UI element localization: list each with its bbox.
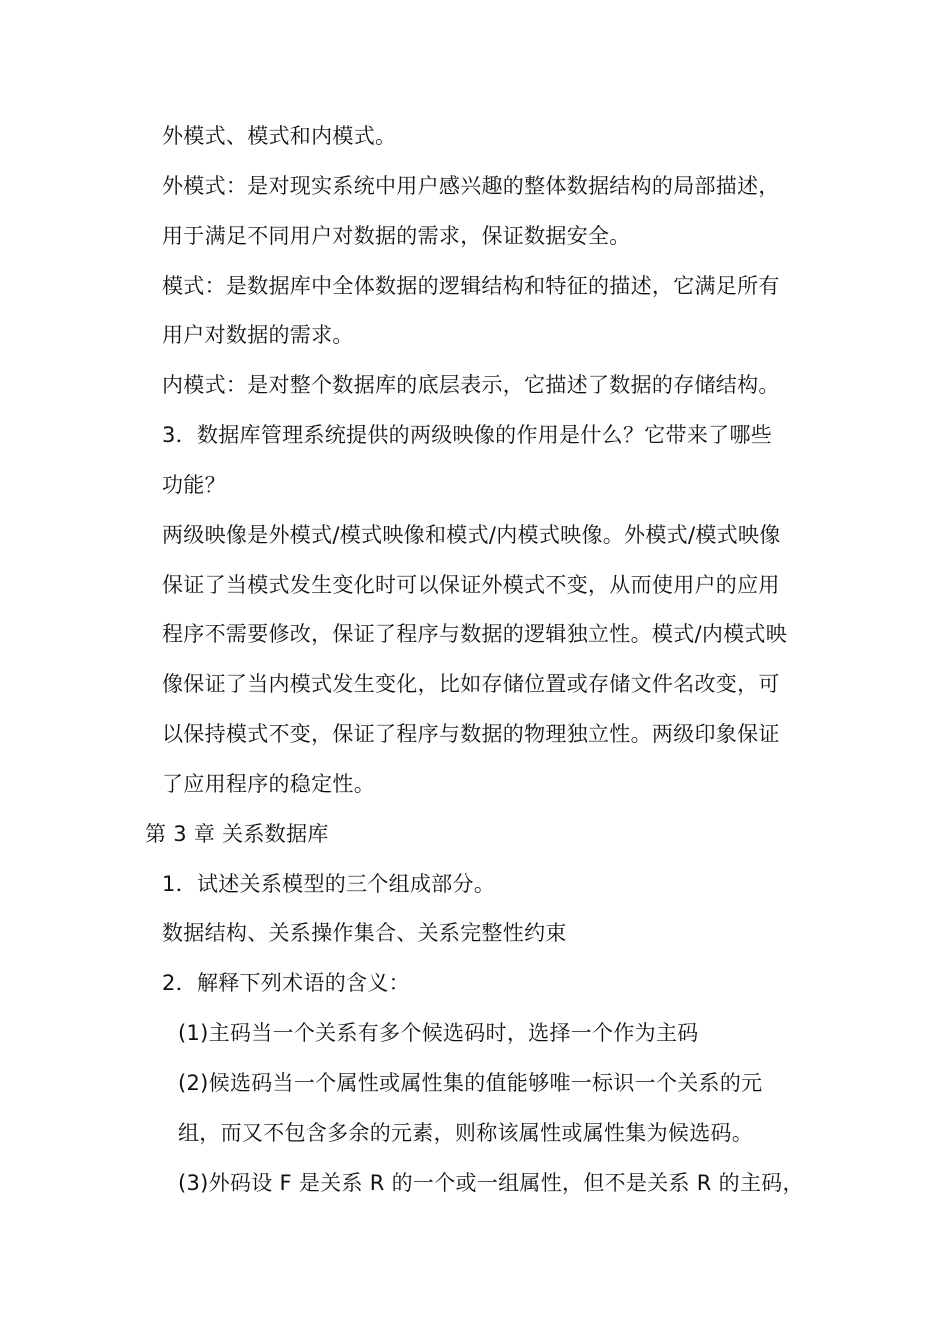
question-line: 3．数据库管理系统提供的两级映像的作用是什么？它带来了哪些	[162, 423, 773, 447]
text-line: 程序不需要修改，保证了程序与数据的逻辑独立性。模式/内模式映	[162, 622, 788, 646]
text-line: 了应用程序的稳定性。	[162, 772, 375, 796]
text-line: 像保证了当内模式发生变化，比如存储位置或存储文件名改变，可	[162, 672, 780, 696]
text-line: 数据结构、关系操作集合、关系完整性约束	[162, 921, 567, 945]
question-line: 功能？	[162, 473, 226, 497]
term-item: (3)外码设 F 是关系 R 的一个或一组属性，但不是关系 R 的主码，	[178, 1171, 804, 1195]
text-line: 以保持模式不变，保证了程序与数据的物理独立性。两级印象保证	[162, 722, 780, 746]
term-item: (1)主码当一个关系有多个候选码时，选择一个作为主码	[178, 1021, 699, 1045]
chapter-heading: 第 3 章 关系数据库	[145, 822, 329, 846]
text-line: 用户对数据的需求。	[162, 323, 354, 347]
text-line: 模式：是数据库中全体数据的逻辑结构和特征的描述，它满足所有	[162, 274, 780, 298]
question-line: 1．试述关系模型的三个组成部分。	[162, 872, 496, 896]
question-line: 2．解释下列术语的含义：	[162, 971, 410, 995]
text-line: 两级映像是外模式/模式映像和模式/内模式映像。外模式/模式映像	[162, 523, 781, 547]
term-item: 组，而又不包含多余的元素，则称该属性或属性集为候选码。	[178, 1121, 754, 1145]
text-line: 用于满足不同用户对数据的需求，保证数据安全。	[162, 224, 631, 248]
text-line: 外模式：是对现实系统中用户感兴趣的整体数据结构的局部描述，	[162, 174, 780, 198]
term-item: (2)候选码当一个属性或属性集的值能够唯一标识一个关系的元	[178, 1071, 763, 1095]
text-line: 保证了当模式发生变化时可以保证外模式不变，从而使用户的应用	[162, 573, 780, 597]
text-line: 内模式：是对整个数据库的底层表示，它描述了数据的存储结构。	[162, 373, 780, 397]
text-line: 外模式、模式和内模式。	[162, 124, 397, 148]
